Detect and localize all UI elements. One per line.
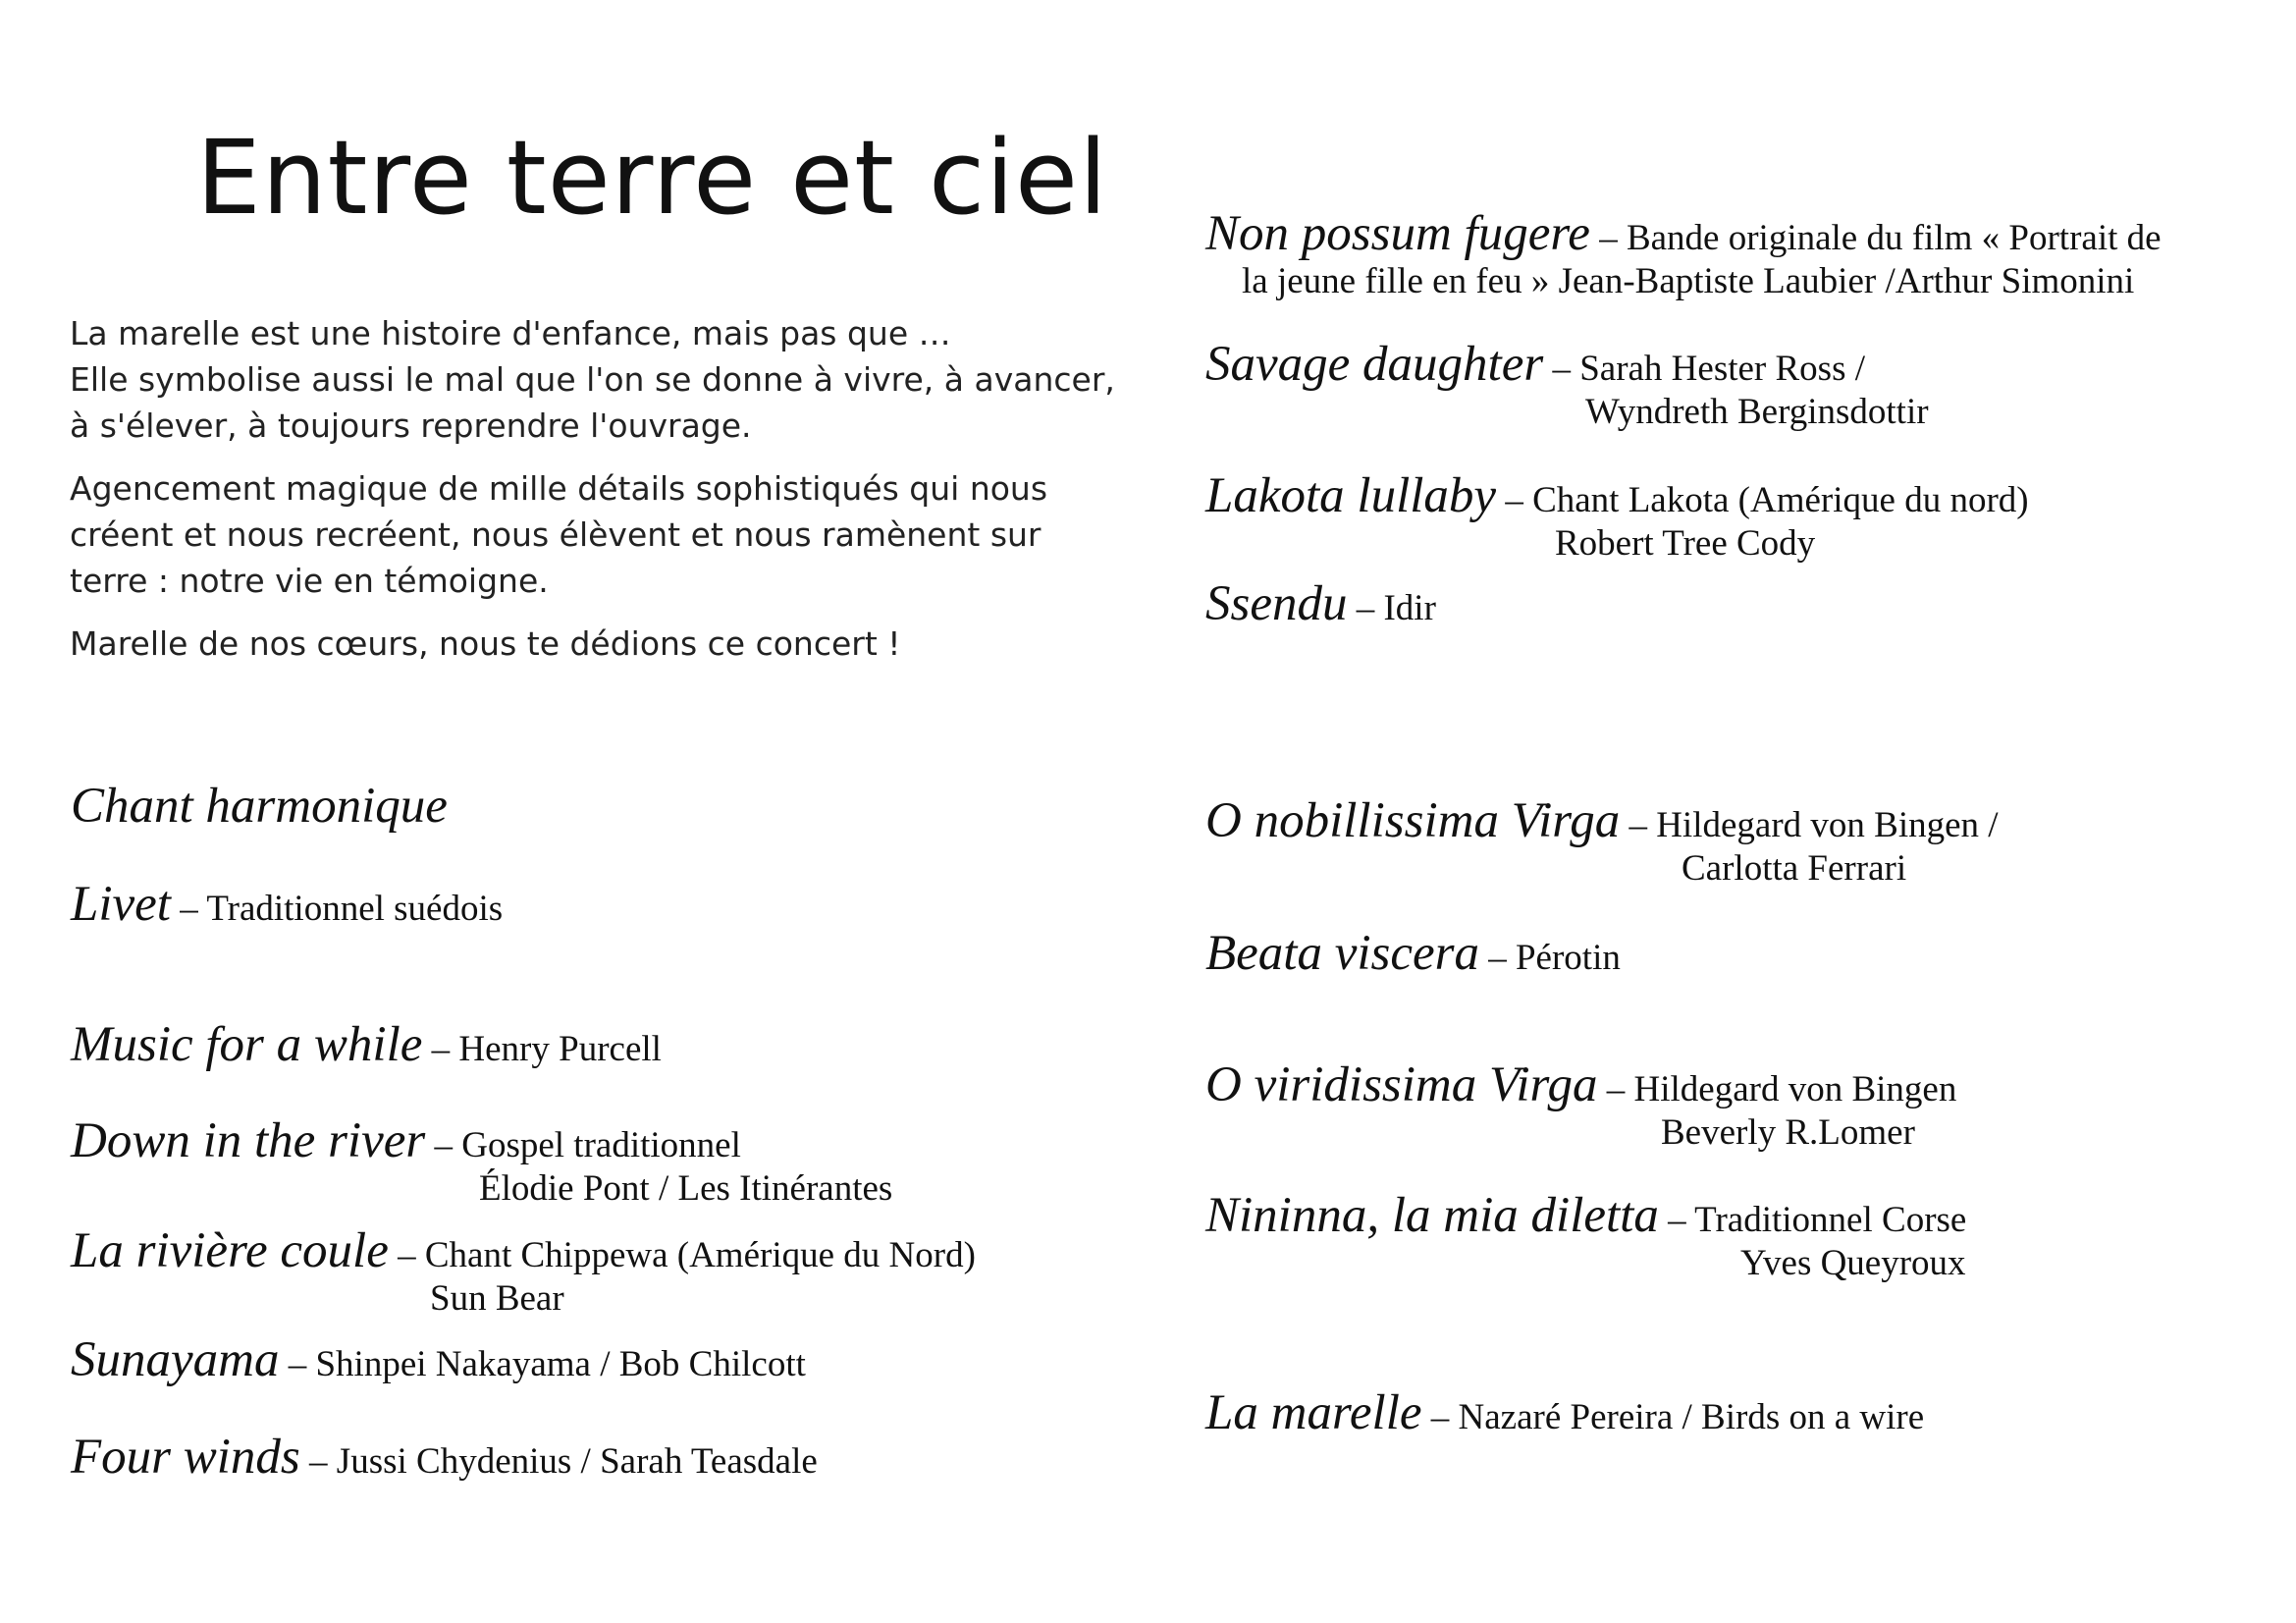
intro-paragraph-3	[70, 621, 1149, 667]
piece-title: Four winds	[71, 1430, 300, 1485]
piece-credit: – Traditionnel Corse	[1658, 1200, 1967, 1240]
intro-line: à s'élever, à toujours reprendre l'ouvrage.	[70, 406, 752, 445]
program-item-chant-harmonique	[71, 778, 448, 835]
piece-credit: – Chant Lakota (Amérique du nord)	[1496, 480, 2029, 520]
piece-title: Lakota lullaby	[1205, 468, 1497, 523]
piece-credit-line-2: Élodie Pont / Les Itinérantes	[479, 1168, 893, 1209]
piece-credit: – Traditionnel suédois	[170, 889, 504, 929]
piece-title: La rivière coule	[71, 1223, 389, 1278]
piece-title: Chant harmonique	[71, 779, 448, 834]
program-item-savage-daughter	[1205, 336, 1929, 433]
piece-credit: – Sarah Hester Ross /	[1543, 349, 1866, 389]
intro-line: La marelle est une histoire d'enfance, mais pas que …	[70, 314, 951, 352]
piece-title: Beata viscera	[1205, 926, 1479, 981]
piece-credit-line-2: Carlotta Ferrari	[1682, 848, 1907, 889]
piece-credit-line-2: Sun Bear	[430, 1278, 564, 1319]
piece-title: O viridissima Virga	[1205, 1057, 1598, 1112]
intro-text	[70, 310, 1149, 683]
piece-title: O nobillissima Virga	[1205, 793, 1621, 848]
intro-paragraph-2	[70, 465, 1149, 604]
intro-paragraph-1	[70, 310, 1149, 449]
piece-credit-line-2: la jeune fille en feu » Jean-Baptiste Laubier /Arthur Simonini	[1242, 261, 2135, 301]
intro-line: terre : notre vie en témoigne.	[70, 562, 549, 600]
program-item-o-viridissima-virga	[1205, 1056, 1956, 1154]
intro-line: Agencement magique de mille détails sophistiqués qui nous	[70, 469, 1048, 508]
piece-credit: – Hildegard von Bingen	[1597, 1069, 1957, 1109]
program-item-four-winds	[71, 1429, 818, 1486]
program-item-sunayama	[71, 1331, 806, 1388]
piece-credit-line-2: Wyndreth Berginsdottir	[1585, 392, 1929, 432]
piece-title: Nininna, la mia diletta	[1205, 1188, 1659, 1243]
program-item-la-riviere-coule	[71, 1222, 976, 1320]
piece-title: Sunayama	[71, 1332, 280, 1387]
piece-credit: – Henry Purcell	[422, 1029, 662, 1069]
program-item-lakota-lullaby	[1205, 467, 2029, 565]
program-item-beata-viscera	[1205, 925, 1621, 982]
piece-credit: – Chant Chippewa (Amérique du Nord)	[388, 1235, 976, 1275]
program-item-music-for-a-while	[71, 1016, 662, 1073]
program-item-ssendu	[1205, 575, 1436, 632]
piece-credit: – Idir	[1347, 588, 1436, 628]
piece-title: Down in the river	[71, 1113, 426, 1168]
piece-title: Savage daughter	[1205, 337, 1544, 392]
piece-credit: – Gospel traditionnel	[425, 1125, 741, 1165]
program-item-la-marelle	[1205, 1384, 1924, 1441]
piece-title: La marelle	[1205, 1385, 1422, 1440]
piece-title: Non possum fugere	[1205, 206, 1590, 261]
program-item-nininna-la-mia-diletta	[1205, 1187, 1966, 1284]
piece-credit: – Pérotin	[1478, 938, 1621, 978]
piece-title: Livet	[71, 877, 171, 932]
program-item-down-in-the-river	[71, 1112, 892, 1210]
piece-credit-line-2: Robert Tree Cody	[1555, 523, 1816, 564]
piece-credit-line-2: Beverly R.Lomer	[1661, 1112, 1915, 1153]
piece-credit-line-2: Yves Queyroux	[1740, 1243, 1966, 1283]
intro-line: Elle symbolise aussi le mal que l'on se donne à vivre, à avancer,	[70, 360, 1115, 399]
piece-title: Ssendu	[1205, 576, 1348, 631]
intro-line: créent et nous recréent, nous élèvent et nous ramènent sur	[70, 515, 1041, 554]
program-item-o-nobillissima-virga	[1205, 792, 1999, 890]
page-title: Entre terre et ciel	[196, 118, 1108, 238]
piece-credit: – Shinpei Nakayama / Bob Chilcott	[279, 1344, 806, 1384]
piece-credit: – Bande originale du film « Portrait de	[1589, 218, 2162, 258]
intro-line: Marelle de nos cœurs, nous te dédions ce concert !	[70, 624, 901, 663]
piece-credit: – Nazaré Pereira / Birds on a wire	[1421, 1397, 1925, 1437]
piece-credit: – Hildegard von Bingen /	[1620, 805, 1999, 845]
piece-credit: – Jussi Chydenius / Sarah Teasdale	[299, 1441, 818, 1482]
program-item-non-possum-fugere	[1205, 205, 2162, 302]
piece-title: Music for a while	[71, 1017, 423, 1072]
program-item-livet	[71, 876, 503, 933]
